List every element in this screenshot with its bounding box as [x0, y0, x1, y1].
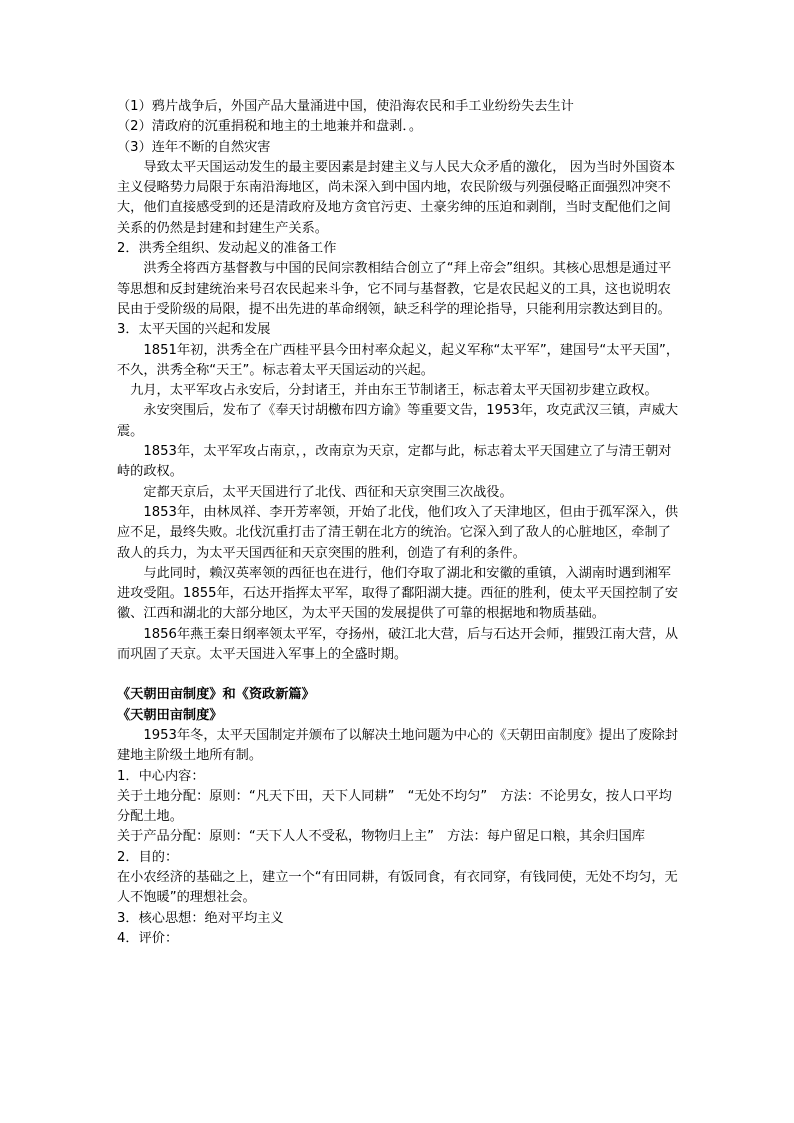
- section-3-para-5: 定都天京后，太平天国进行了北伐、西征和天京突围三次战役。: [143, 484, 513, 500]
- section-3-para-8: 1856年燕王秦日纲率领太平军，夺扬州，破江北大营，后与石达开会师，摧毁江南大营，从而巩固了天京。太平天国进入军事上的全盛时期。: [117, 626, 679, 663]
- section-2-title: 2．洪秀全组织、发动起义的准备工作: [117, 241, 337, 257]
- tianchao-intro: 1953年冬，太平天国制定并颁布了以解决土地问题为中心的《天朝田亩制度》提出了废除封建地主阶级土地所有制。: [117, 727, 679, 764]
- tianchao-point-2-title: 2．目的：: [117, 849, 179, 865]
- section-2-body: 洪秀全将西方基督教与中国的民间宗教相结合创立了“拜上帝会”组织。其核心思想是通过平等思想和反封建统治来号召农民起来斗争，它不同与基督教，它是农民起义的工具，这也说明农民由于受阶级的局限，提不出先进的革命纲领，缺乏科学的理论指导，只能利用宗教达到目的。: [117, 261, 672, 317]
- section-3-para-2: 九月，太平军攻占永安后，分封诸王，并由东王节制诸王，标志着太平天国初步建立政权。: [130, 383, 658, 399]
- section-3-para-6: 1853年，由林凤祥、李开芳率领，开始了北伐，他们攻入了天津地区，但由于孤军深入，供应不足，最终失败。北伐沉重打击了清王朝在北方的统治。它深入到了敌人的心脏地区，牵制了敌人的兵力，为太平天国西征和天京突围的胜利，创造了有利的条件。: [117, 504, 679, 561]
- tianchao-land-distribution: 关于土地分配：原则：“凡天下田，天下人同耕” “无处不均匀” 方法：不论男女，按人口平均分配土地。: [117, 788, 672, 825]
- cause-item-1: （1）鸦片战争后，外国产品大量涌进中国，使沿海农民和手工业纷纷失去生计: [117, 99, 574, 114]
- tianchao-product-distribution: 关于产品分配：原则：“天下人人不受私，物物归上主” 方法：每户留足口粮，其余归国库: [117, 829, 645, 845]
- main-heading: 《天朝田亩制度》和《资政新篇》: [117, 687, 315, 703]
- cause-item-3: （3）连年不断的自然灾害: [117, 139, 271, 155]
- section-3-title: 3．太平天国的兴起和发展: [117, 322, 271, 338]
- tianchao-point-3: 3．核心思想：绝对平均主义: [117, 910, 284, 926]
- tianchao-point-1-title: 1．中心内容：: [117, 768, 205, 784]
- section-3-para-7: 与此同时，赖汉英率领的西征也在进行，他们夺取了湖北和安徽的重镇，入湖南时遇到湘军进攻受阻。1855年，石达开指挥太平军，取得了鄱阳湖大捷。西征的胜利，使太平天国控制了安徽、江西和湖北的大部分地区，为太平天国的发展提供了可靠的根据地和物质基础。: [117, 565, 679, 622]
- section-3-para-3: 永安突围后，发布了《奉天讨胡檄布四方谕》等重要文告，1953年，攻克武汉三镇，声威大震。: [117, 403, 679, 439]
- cause-summary: 导致太平天国运动发生的最主要因素是封建主义与人民大众矛盾的激化， 因为当时外国资本主义侵略势力局限于东南沿海地区，尚未深入到中国内地，农民阶级与列强侵略正面强烈冲突不大，他们直接感受到的还是清政府及地方贪官污吏、土豪劣绅的压迫和剥削，当时支配他们之间关系的仍然是封建和封建生产关系。: [117, 159, 676, 236]
- sub-heading: 《天朝田亩制度》: [117, 707, 223, 723]
- section-3-para-4: 1853年，太平军攻占南京，，改南京为天京，定都与此，标志着太平天国建立了与清王朝对峙的政权。: [117, 444, 672, 480]
- tianchao-point-2-body: 在小农经济的基础之上，建立一个“有田同耕，有饭同食，有衣同穿，有钱同使，无处不均匀，无人不饱暖”的理想社会。: [117, 869, 678, 906]
- section-3-para-1: 1851年初，洪秀全在广西桂平县今田村率众起义，起义军称“太平军”，建国号“太平天国”，不久，洪秀全称“天王”。标志着太平天国运动的兴起。: [117, 342, 680, 378]
- paragraph-gap: [117, 665, 682, 685]
- document-page: [117, 97, 682, 949]
- tianchao-point-4: 4．评价：: [117, 930, 179, 946]
- cause-item-2: （2）清政府的沉重捐税和地主的土地兼并和盘剥．。: [117, 119, 423, 135]
